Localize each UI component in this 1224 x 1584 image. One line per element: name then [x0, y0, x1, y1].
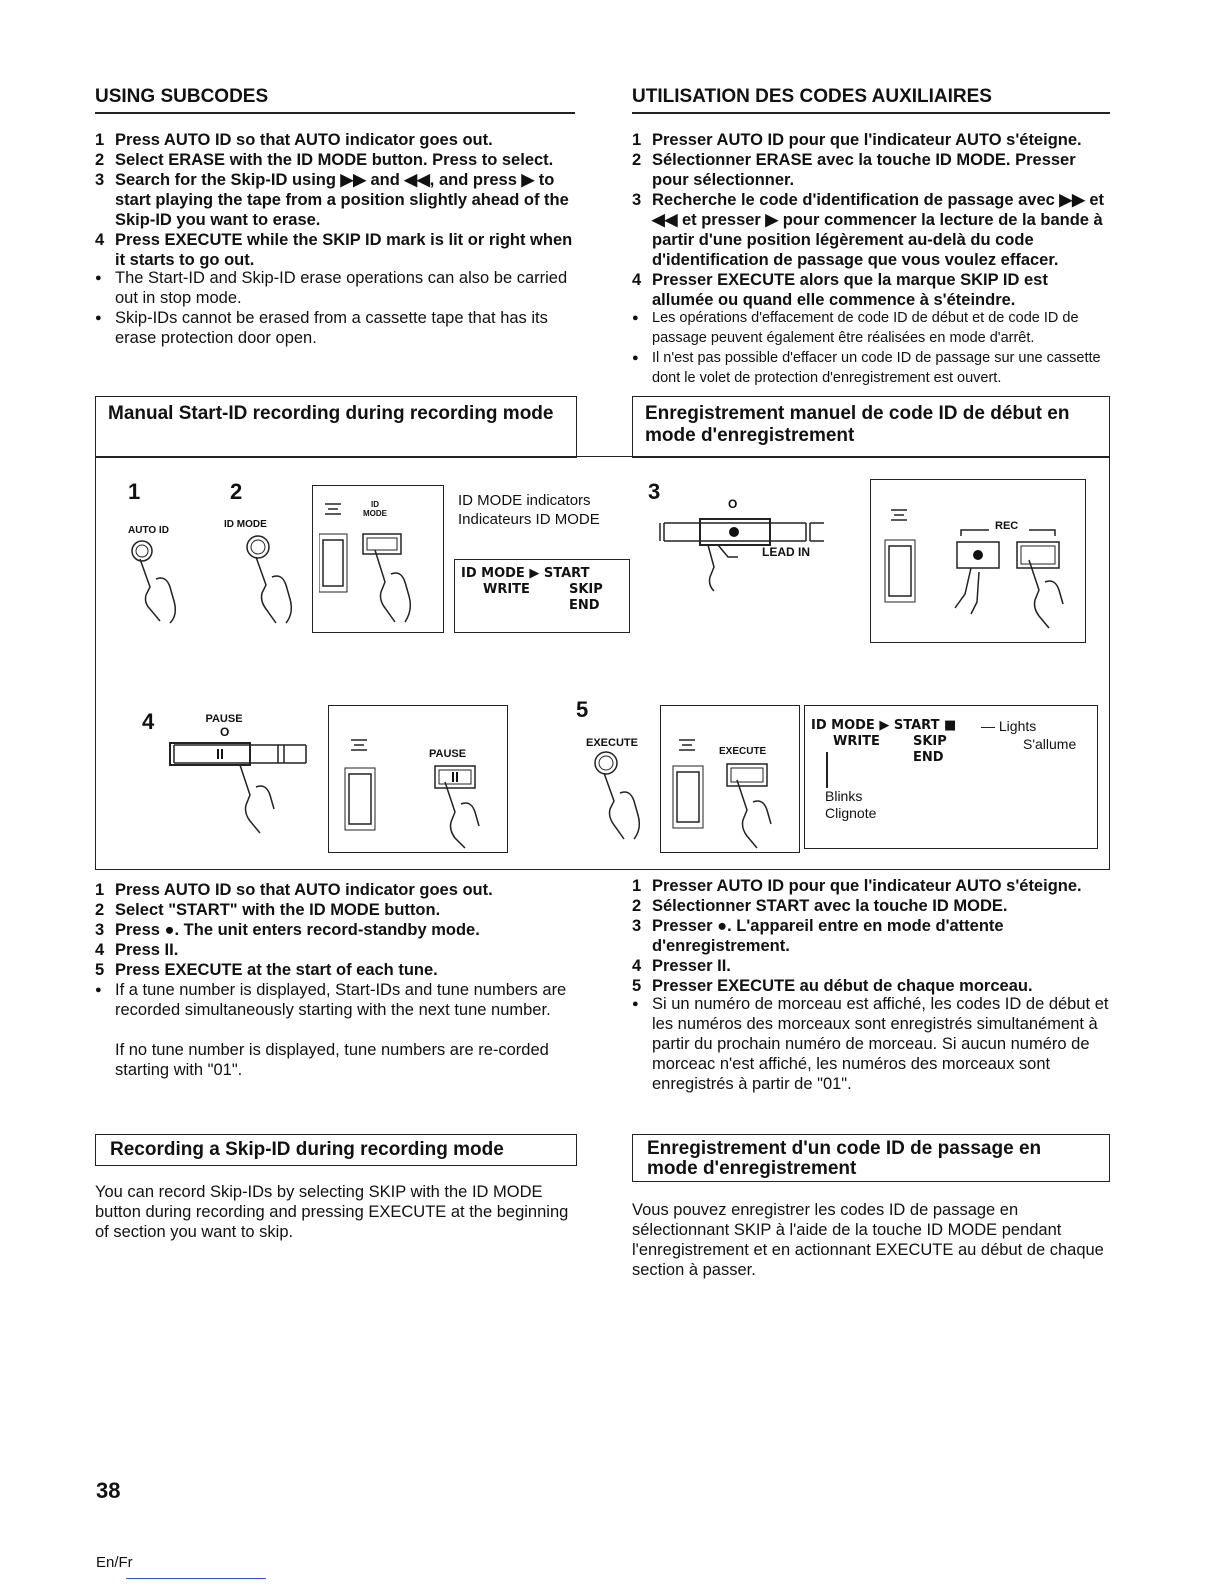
execute-panel	[660, 705, 800, 853]
id-mode-display-1	[454, 559, 630, 633]
left-heading-rule	[95, 112, 575, 114]
id-mode-panel	[312, 485, 444, 633]
figure-step-1: 1	[128, 479, 141, 504]
step-item	[95, 130, 577, 150]
left-erase-notes	[95, 268, 577, 348]
step-text: Recherche le code d'identification de passage avec ▶▶ et ◀◀ et presser ▶ pour commencer la lecture de la bande à partir d'une position légèrement au-delà du code d'identification de passage que vous voulez effacer.	[652, 191, 1105, 269]
step-text: Presser AUTO ID pour que l'indicateur AUTO s'éteigne.	[652, 131, 1082, 149]
indicators-caption-en: ID MODE indicators	[458, 492, 591, 509]
display1-line1: ID MODE ▶ START	[461, 566, 590, 581]
operation-figure	[95, 456, 1110, 870]
step-number: 4	[95, 941, 105, 959]
step-number: 4	[95, 231, 105, 249]
step-text: Press EXECUTE while the SKIP ID mark is lit or right when it starts to go out.	[115, 231, 573, 269]
left-skip-id-paragraph: You can record Skip-IDs by selecting SKIP with the ID MODE button during recording and pressing EXECUTE at the beginning of section you want to skip.	[95, 1183, 569, 1241]
display2-clignote: Clignote	[825, 805, 877, 821]
bullet-item: ● The Start-ID and Skip-ID erase operations can also be carried out in stop mode.	[95, 268, 577, 308]
box-enregistrement-passage-title: Enregistrement d'un code ID de passage en mode d'enregistrement	[632, 1134, 1110, 1182]
step-item	[632, 976, 1110, 996]
id-mode-panel-label: ID MODE	[363, 500, 387, 518]
pause-panel	[328, 705, 508, 853]
right-start-id-notes	[632, 994, 1110, 1094]
rec-label: REC	[995, 520, 1019, 532]
bullet-item: ● Si un numéro de morceau est affiché, les codes ID de début et les numéros des morceaux sont enregistrés simultanément à partir du prochain numéro de morceau. Si aucun numéro de morceac n'est affiché, les numéros des morceaux sont enregistrés à partir de "01".	[632, 994, 1110, 1094]
pause-button-hand-icon	[166, 739, 326, 835]
step-item	[95, 920, 577, 940]
pause-label: PAUSE	[205, 713, 243, 725]
right-heading: UTILISATION DES CODES AUXILIAIRES	[632, 86, 992, 107]
pause-o-mark: O	[220, 725, 230, 739]
step-item	[95, 940, 577, 960]
step-number: 1	[632, 131, 642, 149]
step-text: Sélectionner START avec la touche ID MODE.	[652, 897, 1008, 915]
step-number: 2	[632, 897, 642, 915]
step-text: Sélectionner ERASE avec la touche ID MODE. Presser pour sélectionner.	[652, 151, 1076, 189]
bullet-item: ● If a tune number is displayed, Start-IDs and tune numbers are recorded simultaneously starting with the next tune number.	[95, 980, 577, 1020]
figure-step-5: 5	[576, 697, 589, 722]
left-start-id-notes	[95, 980, 577, 1020]
step-item	[632, 270, 1110, 310]
display1-write: WRITE	[483, 582, 530, 597]
step-item	[95, 960, 577, 980]
step-text: Select "START" with the ID MODE button.	[115, 901, 441, 919]
step-number: 5	[632, 977, 642, 995]
rec-panel-illustration-icon	[879, 490, 1079, 640]
step-number: 3	[95, 921, 105, 939]
right-erase-steps	[632, 130, 1110, 310]
step-text: Presser AUTO ID pour que l'indicateur AUTO s'éteigne.	[652, 877, 1082, 895]
figure-step-2: 2	[230, 479, 243, 504]
step-text: Select ERASE with the ID MODE button. Press to select.	[115, 151, 554, 169]
step-item	[95, 170, 577, 230]
step-text: Press II.	[115, 941, 179, 959]
step-item	[632, 150, 1110, 190]
display2-write: WRITE	[833, 734, 880, 749]
step-number: 2	[95, 901, 105, 919]
step-number: 3	[632, 191, 642, 209]
display2-end: END	[913, 750, 944, 765]
step-text: Presser EXECUTE alors que la marque SKIP ID est allumée ou quand elle commence à s'éteindre.	[652, 271, 1048, 309]
bullet-item: ● Il n'est pas possible d'effacer un code ID de passage sur une cassette dont le volet de protection d'enregistrement est ouvert.	[632, 348, 1110, 388]
left-start-id-steps	[95, 880, 577, 980]
step-item	[632, 896, 1110, 916]
lead-in-o-mark: O	[728, 497, 738, 511]
step-item	[95, 900, 577, 920]
figure-step-4: 4	[142, 709, 155, 734]
page-number: 38	[96, 1478, 121, 1503]
display1-skip: SKIP	[569, 582, 603, 597]
rec-panel	[870, 479, 1086, 643]
step-number: 1	[95, 881, 105, 899]
indicators-caption-fr: Indicateurs ID MODE	[458, 511, 600, 528]
step-number: 4	[632, 271, 642, 289]
step-text: Press EXECUTE at the start of each tune.	[115, 961, 438, 979]
left-heading: USING SUBCODES	[95, 86, 269, 107]
display2-sallume: S'allume	[1023, 736, 1077, 752]
step-text: Press AUTO ID so that AUTO indicator goes out.	[115, 131, 493, 149]
bullet-item: ● Les opérations d'effacement de code ID de début et de code ID de passage peuvent également être réalisées en mode d'arrêt.	[632, 308, 1110, 348]
display2-lights: — Lights	[981, 718, 1037, 734]
step-item	[632, 916, 1110, 956]
step-text: Presser II.	[652, 957, 731, 975]
step-item	[632, 876, 1110, 896]
step-number: 1	[632, 877, 642, 895]
id-mode-indicators-caption	[458, 491, 600, 529]
step-item	[632, 130, 1110, 150]
pause-panel-illustration-icon	[339, 726, 504, 850]
id-mode-label: ID MODE	[224, 519, 267, 530]
step-item	[632, 190, 1110, 270]
bullet-item: ● Skip-IDs cannot be erased from a cassette tape that has its erase protection door open.	[95, 308, 577, 348]
pause-panel-label: PAUSE	[429, 748, 467, 760]
step-text: Presser ●. L'appareil entre en mode d'attente d'enregistrement.	[652, 917, 1004, 955]
step-text: Press AUTO ID so that AUTO indicator goes out.	[115, 881, 493, 899]
right-erase-notes	[632, 308, 1110, 388]
display2-blink-caption	[825, 788, 876, 822]
step-text: Presser EXECUTE au début de chaque morceau.	[652, 977, 1033, 995]
auto-id-button-hand-icon	[126, 537, 206, 627]
display2-skip: SKIP	[913, 734, 947, 749]
auto-id-label: AUTO ID	[128, 525, 169, 536]
footer-link-line	[126, 1578, 266, 1579]
right-skip-id-paragraph: Vous pouvez enregistrer les codes ID de passage en sélectionnant SKIP à l'aide de la touche ID MODE pendant l'enregistrement et en actionnant EXECUTE au début de chaque section à passer.	[632, 1201, 1104, 1279]
step-number: 4	[632, 957, 642, 975]
step-number: 2	[95, 151, 105, 169]
step-item	[95, 880, 577, 900]
step-text: Press ●. The unit enters record-standby mode.	[115, 921, 480, 939]
id-mode-panel-illustration-icon	[319, 500, 439, 626]
step-number: 5	[95, 961, 105, 979]
step-number: 3	[95, 171, 105, 189]
right-start-id-steps	[632, 876, 1110, 996]
left-erase-steps	[95, 130, 577, 270]
language-code: En/Fr	[96, 1554, 133, 1571]
box-manual-start-id-title: Manual Start-ID recording during recording mode	[95, 396, 577, 458]
display2-blinks: Blinks	[825, 788, 863, 804]
figure-step-3: 3	[648, 479, 661, 504]
box-recording-skip-id-title: Recording a Skip-ID during recording mode	[95, 1134, 577, 1166]
step-number: 3	[632, 917, 642, 935]
blink-pointer-line	[826, 752, 828, 788]
box-enregistrement-manuel-title: Enregistrement manuel de code ID de début en mode d'enregistrement	[632, 396, 1110, 458]
step-item	[95, 150, 577, 170]
id-mode-button-hand-icon	[236, 531, 316, 627]
right-heading-rule	[632, 112, 1110, 114]
id-mode-display-2	[804, 705, 1098, 849]
left-start-id-note-cont: If no tune number is displayed, tune numbers are re-corded starting with "01".	[115, 1041, 549, 1079]
execute-label: EXECUTE	[586, 737, 638, 749]
display1-end: END	[569, 598, 600, 613]
step-item	[632, 956, 1110, 976]
step-number: 1	[95, 131, 105, 149]
step-item	[95, 230, 577, 270]
step-number: 2	[632, 151, 642, 169]
step-text: Search for the Skip-ID using ▶▶ and ◀◀, and press ▶ to start playing the tape from a position slightly ahead of the Skip-ID you want to erase.	[115, 171, 569, 229]
display2-line1: ID MODE ▶ START ■	[811, 718, 957, 733]
lead-in-label: LEAD IN	[762, 545, 810, 559]
execute-panel-label: EXECUTE	[719, 746, 767, 757]
execute-button-hand-icon	[588, 749, 658, 845]
